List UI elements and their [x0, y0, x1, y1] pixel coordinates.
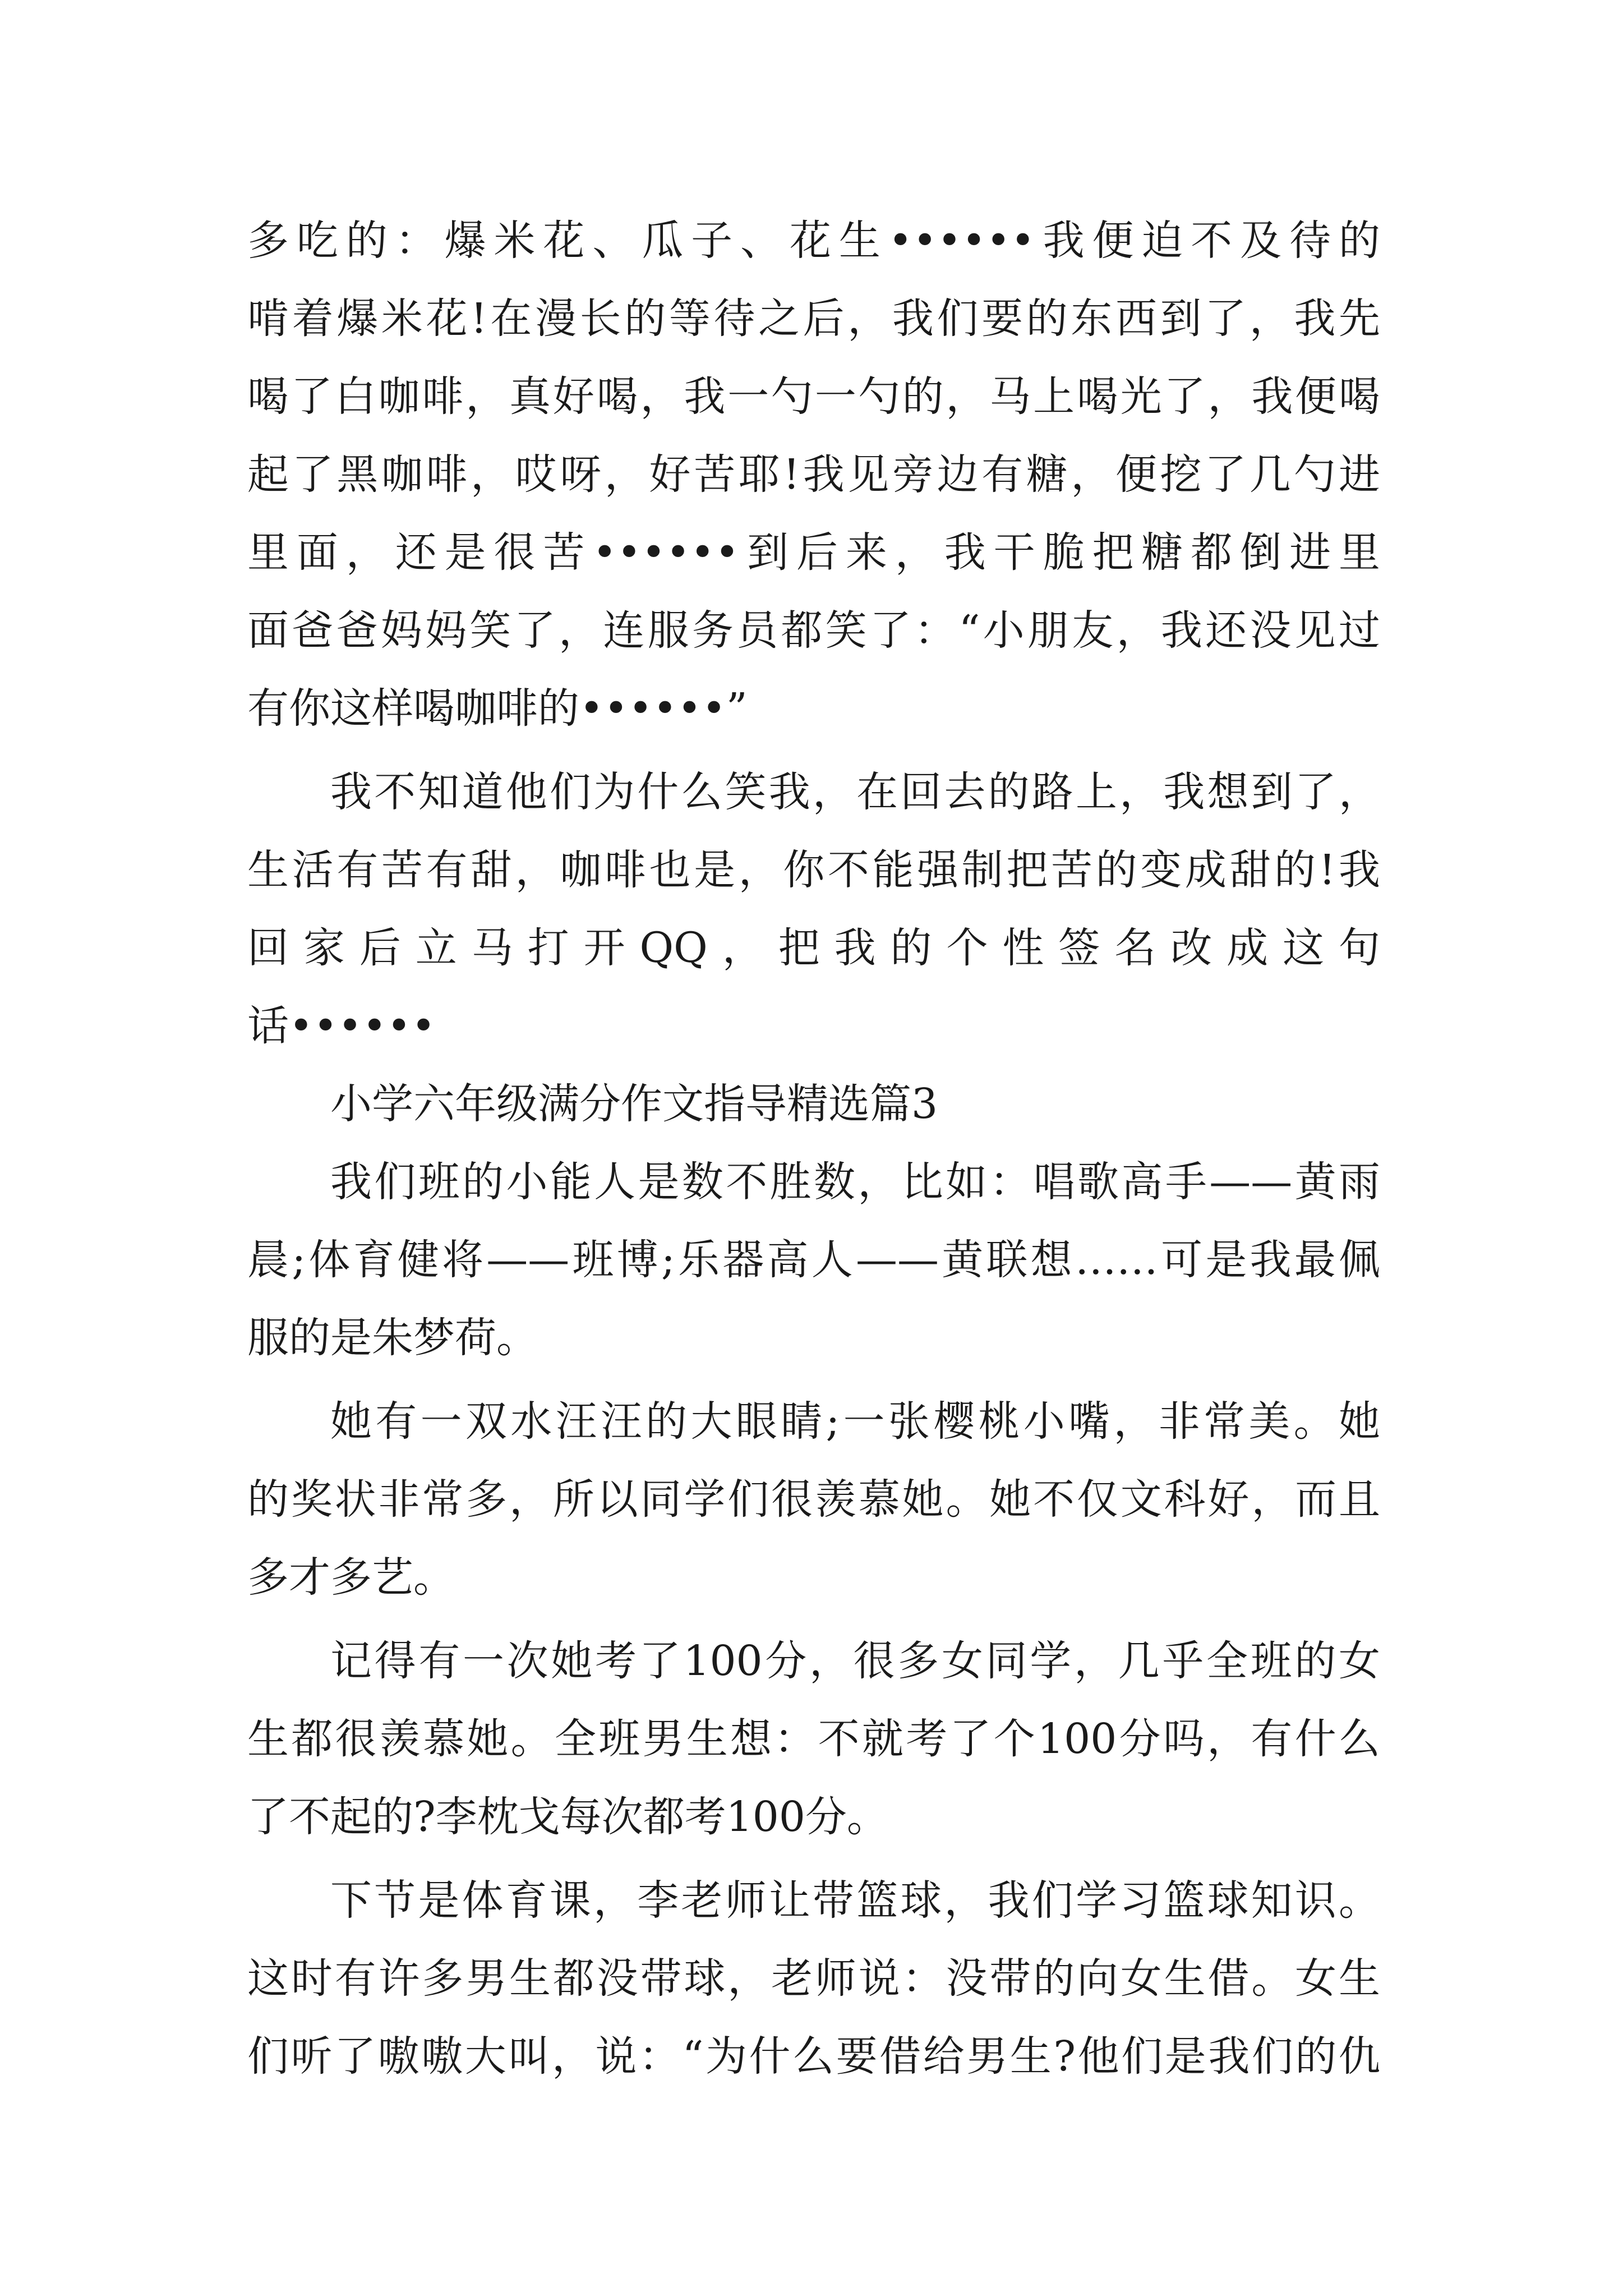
- text-line: 多才多艺。: [247, 1553, 455, 1602]
- text-line: 回家后立马打开QQ，把我的个性签名改成这句: [247, 924, 1380, 972]
- paragraph-life-lesson: [247, 753, 1380, 1065]
- text-line: 记得有一次她考了100分，很多女同学，几乎全班的女: [330, 1637, 1380, 1685]
- paragraph-exam-score: [247, 1622, 1380, 1856]
- text-line: 下节是体育课，李老师让带篮球，我们学习篮球知识。: [330, 1876, 1380, 1925]
- text-line: 里面，还是很苦••••••到后来，我干脆把糖都倒进里: [247, 528, 1380, 577]
- paragraph-pe-class: [247, 1862, 1380, 2096]
- text-line: 面爸爸妈妈笑了，连服务员都笑了：“小朋友，我还没见过: [247, 606, 1380, 655]
- text-line: 喝了白咖啡，真好喝，我一勺一勺的，马上喝光了，我便喝: [247, 372, 1380, 421]
- text-line: 我不知道他们为什么笑我，在回去的路上，我想到了，: [330, 768, 1380, 816]
- paragraph-coffee-story: [247, 202, 1380, 748]
- text-line: 了不起的?李枕戈每次都考100分。: [247, 1793, 888, 1841]
- section-heading: [247, 1065, 1380, 1143]
- text-line: 啃着爆米花!在漫长的等待之后，我们要的东西到了，我先: [247, 295, 1380, 343]
- text-line: 们听了嗷嗷大叫，说：“为什么要借给男生?他们是我们的仇: [247, 2032, 1380, 2081]
- text-line: 我们班的小能人是数不胜数，比如：唱歌高手——黄雨: [330, 1158, 1380, 1206]
- text-line: 服的是朱梦荷。: [247, 1314, 538, 1362]
- text-line: 生都很羡慕她。全班男生想：不就考了个100分吗，有什么: [247, 1715, 1380, 1763]
- text-line: 生活有苦有甜，咖啡也是，你不能强制把苦的变成甜的!我: [247, 846, 1380, 894]
- document-body: [247, 202, 1380, 2096]
- paragraph-description: [247, 1383, 1380, 1617]
- text-line: 这时有许多男生都没带球，老师说：没带的向女生借。女生: [247, 1954, 1380, 2003]
- text-line: 她有一双水汪汪的大眼睛;一张樱桃小嘴，非常美。她: [330, 1397, 1380, 1446]
- text-line: 多吃的：爆米花、瓜子、花生••••••我便迫不及待的: [247, 217, 1380, 265]
- text-line: 晨;体育健将——班博;乐器高人——黄联想……可是我最佩: [247, 1236, 1380, 1284]
- heading-text: 小学六年级满分作文指导精选篇3: [330, 1080, 938, 1128]
- paragraph-class-talents: [247, 1143, 1380, 1377]
- text-line: 话••••••: [247, 1002, 436, 1050]
- text-line: 起了黑咖啡，哎呀，好苦耶!我见旁边有糖，便挖了几勺进: [247, 450, 1380, 499]
- text-line: 的奖状非常多，所以同学们很羡慕她。她不仅文科好，而且: [247, 1475, 1380, 1524]
- text-line: 有你这样喝咖啡的••••••”: [247, 684, 748, 733]
